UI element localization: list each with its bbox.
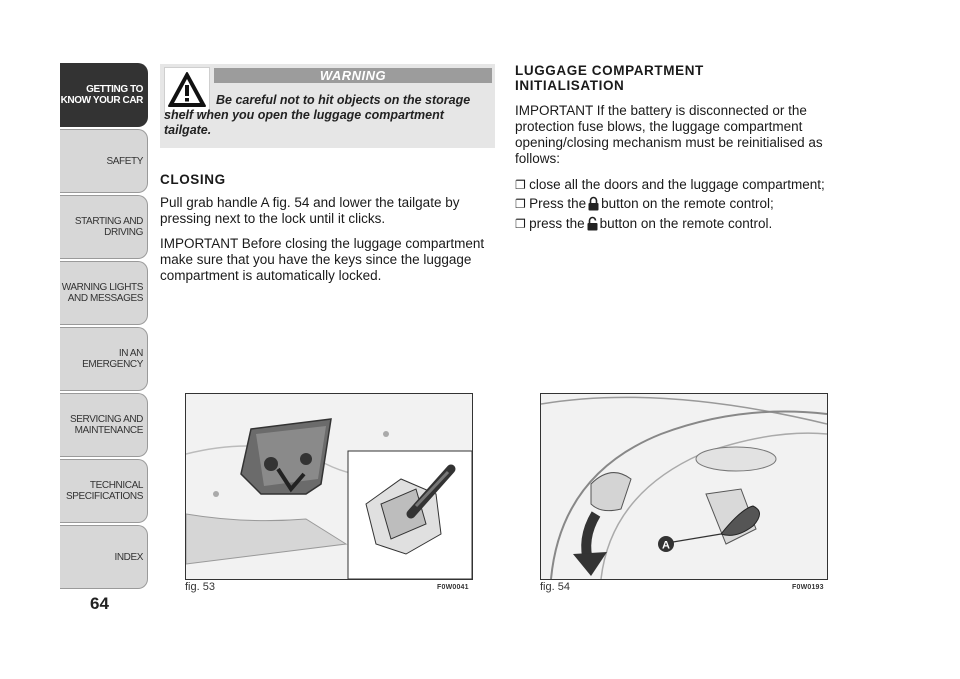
init-heading-line1: LUGGAGE COMPARTMENT (515, 63, 704, 78)
closing-heading: CLOSING (160, 172, 226, 187)
init-heading-line2: INITIALISATION (515, 78, 625, 93)
closing-important: IMPORTANT Before closing the luggage compartment make sure that you have the keys since the luggage compartment is automatically locked. (160, 236, 485, 283)
warning-text: Be careful not to hit objects on the storage shelf when you open the luggage compartment tailgate. (164, 93, 471, 137)
lock-open-icon (587, 216, 598, 231)
tab-getting-to-know-your-car[interactable]: GETTING TO KNOW YOUR CAR (60, 63, 148, 127)
init-step-2: ❐ Press the button on the remote control; (515, 196, 845, 212)
tab-safety[interactable]: SAFETY (60, 129, 148, 193)
init-step-1: ❐ close all the doors and the luggage compartment; (515, 177, 845, 193)
init-step-3: ❐ press the button on the remote control. (515, 216, 845, 232)
warning-box (160, 64, 495, 148)
init-paragraph: IMPORTANT If the battery is disconnected or the protection fuse blows, the luggage compartment opening/closing mechanism must be reinitialised as follows: (515, 103, 823, 166)
callout-a-label: A (662, 539, 670, 552)
tab-in-an-emergency[interactable]: IN AN EMERGENCY (60, 327, 148, 391)
closing-paragraph: Pull grab handle A fig. 54 and lower the tailgate by pressing next to the lock until it clicks. (160, 195, 460, 226)
figure-54-caption: fig. 54 (540, 581, 570, 593)
tab-starting-and-driving[interactable]: STARTING AND DRIVING (60, 195, 148, 259)
page-number: 64 (90, 594, 109, 613)
lock-closed-icon (588, 196, 599, 211)
tab-warning-lights[interactable]: WARNING LIGHTS AND MESSAGES (60, 261, 148, 325)
tab-technical-specifications[interactable]: TECHNICAL SPECIFICATIONS (60, 459, 148, 523)
warning-title: WARNING (214, 68, 492, 83)
figure-54-grab-handle (540, 393, 828, 580)
figure-53-caption: fig. 53 (185, 581, 215, 593)
tab-index[interactable]: INDEX (60, 525, 148, 589)
figure-53-code: F0W0041 (437, 584, 469, 591)
figure-53-tailgate-lock (185, 393, 473, 580)
tab-servicing-and-maintenance[interactable]: SERVICING AND MAINTENANCE (60, 393, 148, 457)
figure-54-code: F0W0193 (792, 584, 824, 591)
